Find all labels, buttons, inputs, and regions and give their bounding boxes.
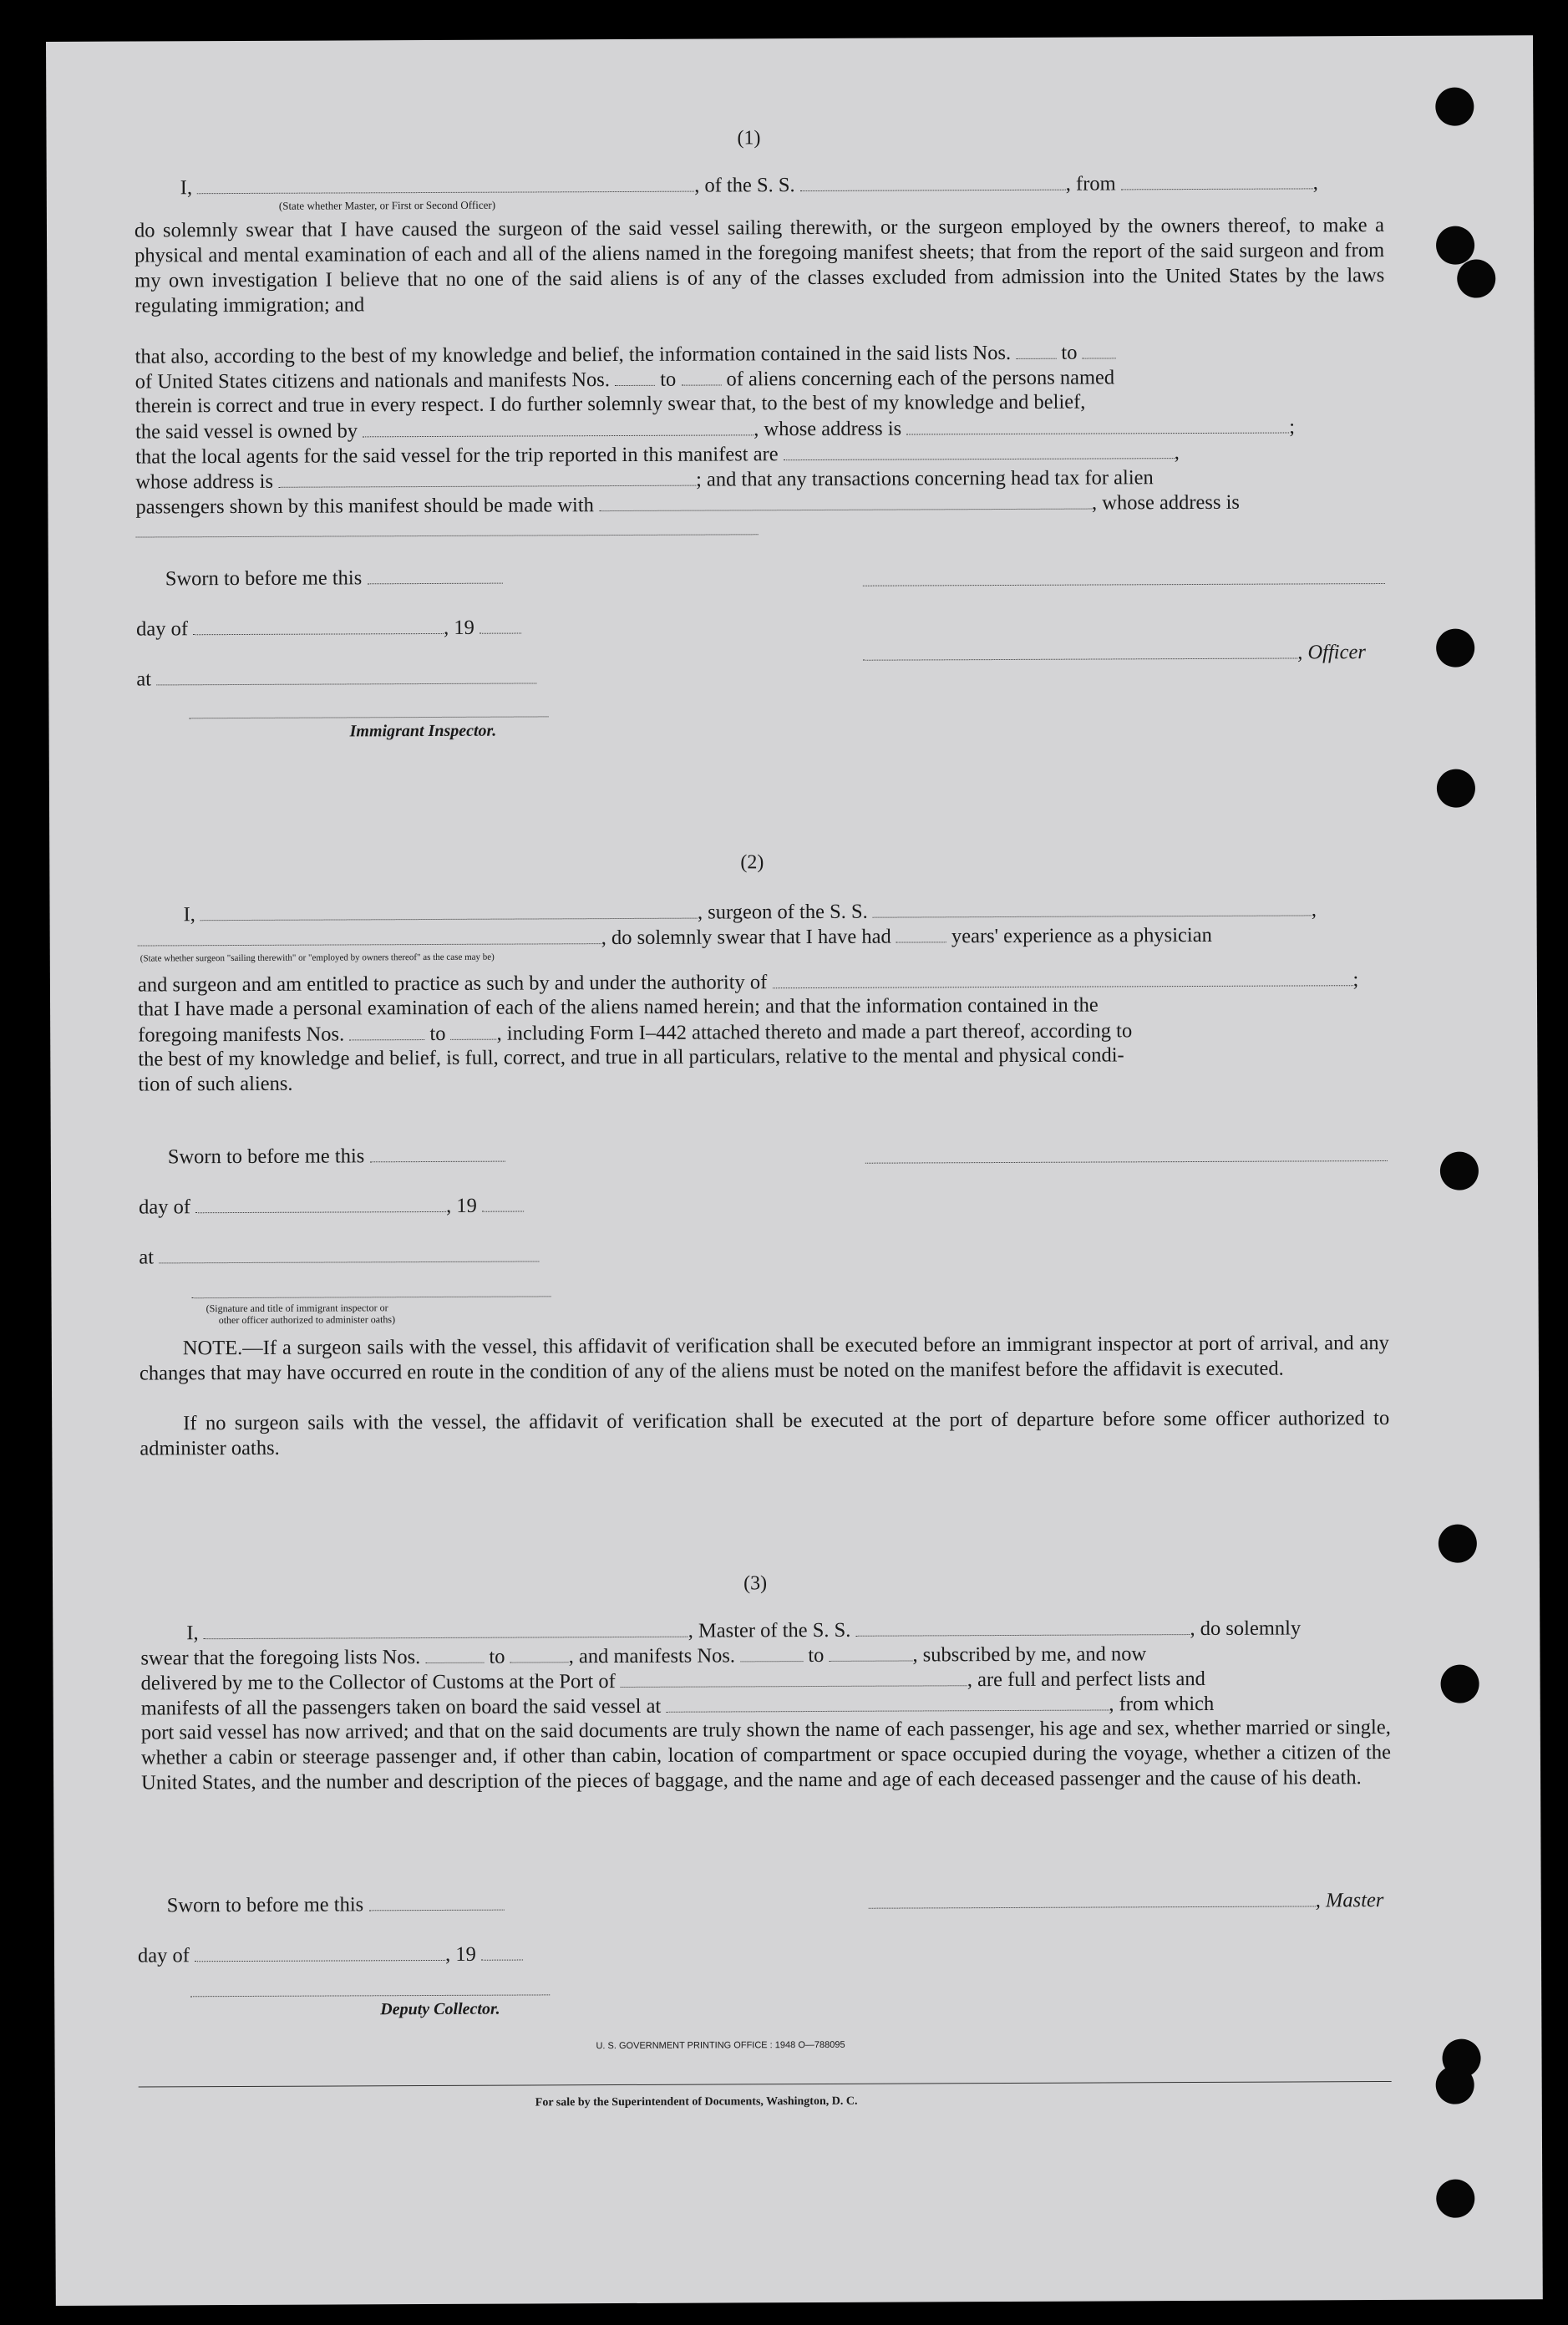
s2-sworn-text: Sworn to before me this bbox=[167, 1145, 365, 1169]
s1-line-i bbox=[180, 170, 1318, 201]
s3-i: I, bbox=[186, 1622, 199, 1645]
s2-manifest-to-blank[interactable] bbox=[451, 1021, 497, 1040]
from-port-blank[interactable] bbox=[1121, 170, 1313, 190]
for-sale-note: For sale by the Superintendent of Documents, Washington, D. C. bbox=[535, 2094, 858, 2109]
owner-blank[interactable] bbox=[363, 416, 754, 437]
s3-sworn-day-blank[interactable] bbox=[368, 1891, 504, 1911]
s2-day-of bbox=[139, 1193, 524, 1221]
s1-paragraph-a: do solemnly swear that I have caused the surgeon of the said vessel sailing therewith, or the surgeon employed by the owners thereof, to make a physical and mental examination of each and all of the aliens named in the foregoing manifest sheets; that from the report of the said surgeon and from my own investigation I believe that no one of the said aliens is of any of the classes excluded from admission into the United States by the laws regulating immigration; and bbox=[134, 214, 1385, 317]
surgeon-signature-blank[interactable] bbox=[865, 1160, 1388, 1164]
section-3-number: (3) bbox=[743, 1572, 768, 1595]
s3-sworn bbox=[167, 1891, 505, 1919]
authority-blank[interactable] bbox=[772, 967, 1352, 988]
punch-hole bbox=[1436, 2180, 1474, 2218]
citizen-list-from-blank[interactable] bbox=[1016, 340, 1056, 359]
s2-foregoing-text: foregoing manifests Nos. bbox=[138, 1023, 345, 1047]
s3-master-name-blank[interactable] bbox=[204, 1618, 688, 1640]
officer-label: , Officer bbox=[1297, 641, 1366, 664]
s3-from-which: , from which bbox=[1109, 1692, 1215, 1716]
s2-including: , including Form I–442 attached thereto and made a part thereof, according to bbox=[496, 1019, 1133, 1045]
s1-also-text: that also, according to the best of my knowledge and belief, the information contained in the said lists Nos. bbox=[134, 341, 1012, 368]
s3-embark-port-blank[interactable] bbox=[666, 1691, 1109, 1712]
s2-ship-name-blank[interactable] bbox=[873, 896, 1312, 917]
s3-manifest-to-blank[interactable] bbox=[829, 1642, 912, 1661]
s1-month-blank[interactable] bbox=[193, 615, 444, 635]
s1-place-blank[interactable] bbox=[156, 664, 536, 685]
s2-semicolon: ; bbox=[1352, 968, 1359, 992]
s3-ship-name-blank[interactable] bbox=[855, 1616, 1190, 1637]
punch-hole bbox=[1439, 1525, 1477, 1563]
s3-year-blank[interactable] bbox=[481, 1942, 523, 1961]
s3-to: to bbox=[489, 1645, 505, 1668]
punch-hole bbox=[1440, 1152, 1479, 1190]
s1-whose-is: whose address is bbox=[135, 470, 274, 494]
s2-sig-hint-2: other officer authorized to administer oaths) bbox=[218, 1313, 396, 1327]
punch-hole bbox=[1457, 259, 1495, 297]
s3-day-of-text: day of bbox=[137, 1944, 190, 1967]
s2-sig-hint-1: (Signature and title of immigrant inspector or bbox=[206, 1302, 388, 1315]
inspector-label: Immigrant Inspector. bbox=[349, 721, 497, 741]
s3-master-line bbox=[869, 1887, 1384, 1916]
s1-citizens-text-b: of aliens concerning each of the persons named bbox=[726, 366, 1115, 391]
s2-years: years' experience as a physician bbox=[951, 923, 1212, 948]
agents-blank[interactable] bbox=[784, 439, 1175, 460]
s2-month-blank[interactable] bbox=[195, 1193, 446, 1213]
s2-swear: , do solemnly swear that I have had bbox=[601, 925, 891, 950]
s3-port-blank[interactable] bbox=[621, 1667, 967, 1688]
deputy-label: Deputy Collector. bbox=[380, 1999, 500, 2019]
s3-full: , are full and perfect lists and bbox=[967, 1667, 1205, 1692]
s2-surgeon-text: and surgeon and am entitled to practice as such by and under the authority of bbox=[137, 971, 768, 997]
s1-citizens-text: of United States citizens and nationals and manifests Nos. bbox=[134, 368, 610, 393]
s1-sworn-text: Sworn to before me this bbox=[165, 566, 363, 591]
s1-owned-text: the said vessel is owned by bbox=[134, 419, 358, 444]
s3-swear-text: swear that the foregoing lists Nos. bbox=[140, 1646, 421, 1670]
surgeon-status-blank[interactable] bbox=[138, 925, 601, 946]
owner-address-blank[interactable] bbox=[906, 414, 1289, 435]
master-signature-blank[interactable] bbox=[869, 1887, 1316, 1908]
s1-agents-text: that the local agents for the said vessel for the trip reported in this manifest are bbox=[135, 443, 779, 469]
officer-title-blank[interactable] bbox=[863, 639, 1297, 660]
manifest-from-blank[interactable] bbox=[615, 367, 655, 386]
s2-line-tion: tion of such aliens. bbox=[138, 1072, 293, 1096]
s2-inspector-signature-blank[interactable] bbox=[192, 1296, 551, 1298]
s3-list-from-blank[interactable] bbox=[425, 1644, 484, 1663]
s2-i: I, bbox=[183, 903, 195, 926]
s2-manifest-from-blank[interactable] bbox=[349, 1021, 424, 1040]
s3-do-solemnly: , do solemnly bbox=[1190, 1617, 1302, 1641]
s2-note-text: NOTE.—If a surgeon sails with the vessel, this affidavit of verification shall be executed before an immigrant inspector at port of arrival, and any changes that may have occurred en route in the condition of any of the aliens must be noted on the manifest before the affidavit is executed. bbox=[139, 1331, 1389, 1385]
s1-i: I, bbox=[180, 176, 193, 200]
s2-line-best: the best of my knowledge and belief, is full, correct, and true in all particulars, relative to the mental and physical condi- bbox=[138, 1043, 1124, 1071]
s3-manifest-from-blank[interactable] bbox=[740, 1642, 803, 1662]
s1-whose-address-is: , whose address is bbox=[1091, 490, 1240, 515]
s1-officer-line bbox=[863, 639, 1366, 668]
s2-surgeon-of: , surgeon of the S. S. bbox=[697, 900, 868, 924]
s1-nineteen: , 19 bbox=[444, 616, 474, 639]
master-label: , Master bbox=[1315, 1889, 1384, 1912]
s1-at bbox=[136, 664, 536, 692]
s1-day-of bbox=[136, 615, 521, 642]
master-officer-blank[interactable] bbox=[197, 173, 694, 195]
s2-to: to bbox=[429, 1022, 446, 1046]
deputy-signature-blank[interactable] bbox=[190, 1994, 550, 1997]
s1-day-of-text: day of bbox=[136, 617, 189, 641]
s2-note2-text: If no surgeon sails with the vessel, the affidavit of verification shall be executed at the port of departure before some officer authorized to administer oaths. bbox=[140, 1406, 1390, 1460]
s3-to: to bbox=[808, 1643, 825, 1668]
head-tax-party-blank[interactable] bbox=[599, 490, 1092, 512]
s2-year-blank[interactable] bbox=[482, 1193, 524, 1212]
s3-nineteen: , 19 bbox=[444, 1942, 476, 1966]
s2-comma: , bbox=[1311, 898, 1317, 921]
s1-year-blank[interactable] bbox=[480, 615, 521, 634]
punch-hole bbox=[1436, 2066, 1474, 2104]
agents-address-blank[interactable] bbox=[278, 467, 696, 488]
s1-comma: , bbox=[1312, 171, 1318, 195]
form-page bbox=[46, 35, 1543, 2306]
s1-sworn-day-blank[interactable] bbox=[367, 565, 502, 585]
punch-hole bbox=[1436, 226, 1474, 265]
s3-subscribed: , subscribed by me, and now bbox=[912, 1642, 1147, 1667]
s1-from: , from bbox=[1065, 172, 1116, 195]
punch-hole bbox=[1437, 769, 1475, 808]
section-1-number: (1) bbox=[737, 127, 761, 150]
s2-sworn bbox=[168, 1143, 505, 1170]
s3-month-blank[interactable] bbox=[195, 1942, 445, 1962]
s2-day-of-text: day of bbox=[139, 1195, 191, 1219]
s1-sworn bbox=[165, 565, 503, 592]
s2-at bbox=[139, 1242, 539, 1270]
s2-nineteen: , 19 bbox=[446, 1194, 477, 1217]
s2-line-surgeon bbox=[138, 967, 1358, 998]
s2-line-exam: that I have made a personal examination of each of the aliens named herein; and that the information contained in the bbox=[137, 993, 1099, 1021]
footer-rule bbox=[139, 2081, 1392, 2088]
citizen-list-to-blank[interactable] bbox=[1083, 339, 1116, 358]
punch-hole bbox=[1435, 88, 1474, 126]
s1-officer-hint: (State whether Master, or First or Second Officer) bbox=[278, 198, 496, 212]
s1-whose-addr: , whose address is bbox=[754, 417, 902, 441]
s1-line-therein: therein is correct and true in every respect. I do further solemnly swear that, to the best of my knowledge and belief, bbox=[134, 390, 1086, 418]
punch-hole bbox=[1440, 1665, 1479, 1703]
inspector-signature-blank[interactable] bbox=[190, 716, 549, 718]
s1-to: to bbox=[1061, 341, 1078, 364]
s2-place-blank[interactable] bbox=[159, 1242, 539, 1263]
head-tax-address-blank[interactable] bbox=[136, 534, 759, 537]
s3-manifests-text: manifests of all the passengers taken on board the said vessel at bbox=[140, 1694, 662, 1720]
s1-line-passengers bbox=[135, 490, 1240, 520]
s3-sworn-text: Sworn to before me this bbox=[166, 1893, 364, 1917]
ship-name-blank[interactable] bbox=[800, 171, 1066, 191]
s2-note bbox=[140, 1331, 1389, 1387]
surgeon-name-blank[interactable] bbox=[200, 900, 698, 921]
s2-line-swear bbox=[138, 922, 1212, 953]
s1-head-tax: ; and that any transactions concerning head tax for alien bbox=[696, 466, 1154, 491]
s3-master-of: , Master of the S. S. bbox=[688, 1618, 851, 1642]
s1-of-ss: , of the S. S. bbox=[694, 174, 795, 197]
s3-paragraph: port said vessel has now arrived; and that on the said documents are truly shown the name of each passenger, his age and sex, whether married or single, whether a cabin or steerage passenger and, if other than cabin, location of compartment or space occupied during the voyage, whether a citizen of the United States, and the number and description of the pieces of baggage, and the name and age of each deceased passenger and the cause of his death. bbox=[140, 1715, 1392, 1795]
s1-semicolon: ; bbox=[1289, 415, 1296, 439]
s1-to: to bbox=[660, 368, 677, 391]
s2-sworn-day-blank[interactable] bbox=[369, 1143, 505, 1163]
s3-and-manifests: , and manifests Nos. bbox=[568, 1644, 736, 1668]
s3-delivered-text: delivered by me to the Collector of Customs at the Port of bbox=[140, 1670, 616, 1695]
years-blank[interactable] bbox=[896, 923, 946, 942]
s2-surgeon-hint: (State whether surgeon "sailing therewith" or "employed by owners thereof" as the case may be) bbox=[140, 952, 495, 964]
s2-note2 bbox=[140, 1406, 1389, 1462]
s3-list-to-blank[interactable] bbox=[510, 1643, 569, 1663]
s1-passengers-text: passengers shown by this manifest should be made with bbox=[135, 494, 594, 519]
officer-signature-blank[interactable] bbox=[863, 583, 1385, 586]
s1-comma: , bbox=[1174, 441, 1180, 464]
s3-day-of bbox=[138, 1942, 523, 1969]
manifest-to-blank[interactable] bbox=[681, 366, 721, 385]
section-2-number: (2) bbox=[740, 851, 764, 874]
s1-at-text: at bbox=[136, 668, 152, 691]
gpo-imprint: U. S. GOVERNMENT PRINTING OFFICE : 1948 O—788095 bbox=[596, 2039, 845, 2052]
punch-hole bbox=[1436, 629, 1474, 668]
s2-at-text: at bbox=[139, 1246, 155, 1269]
